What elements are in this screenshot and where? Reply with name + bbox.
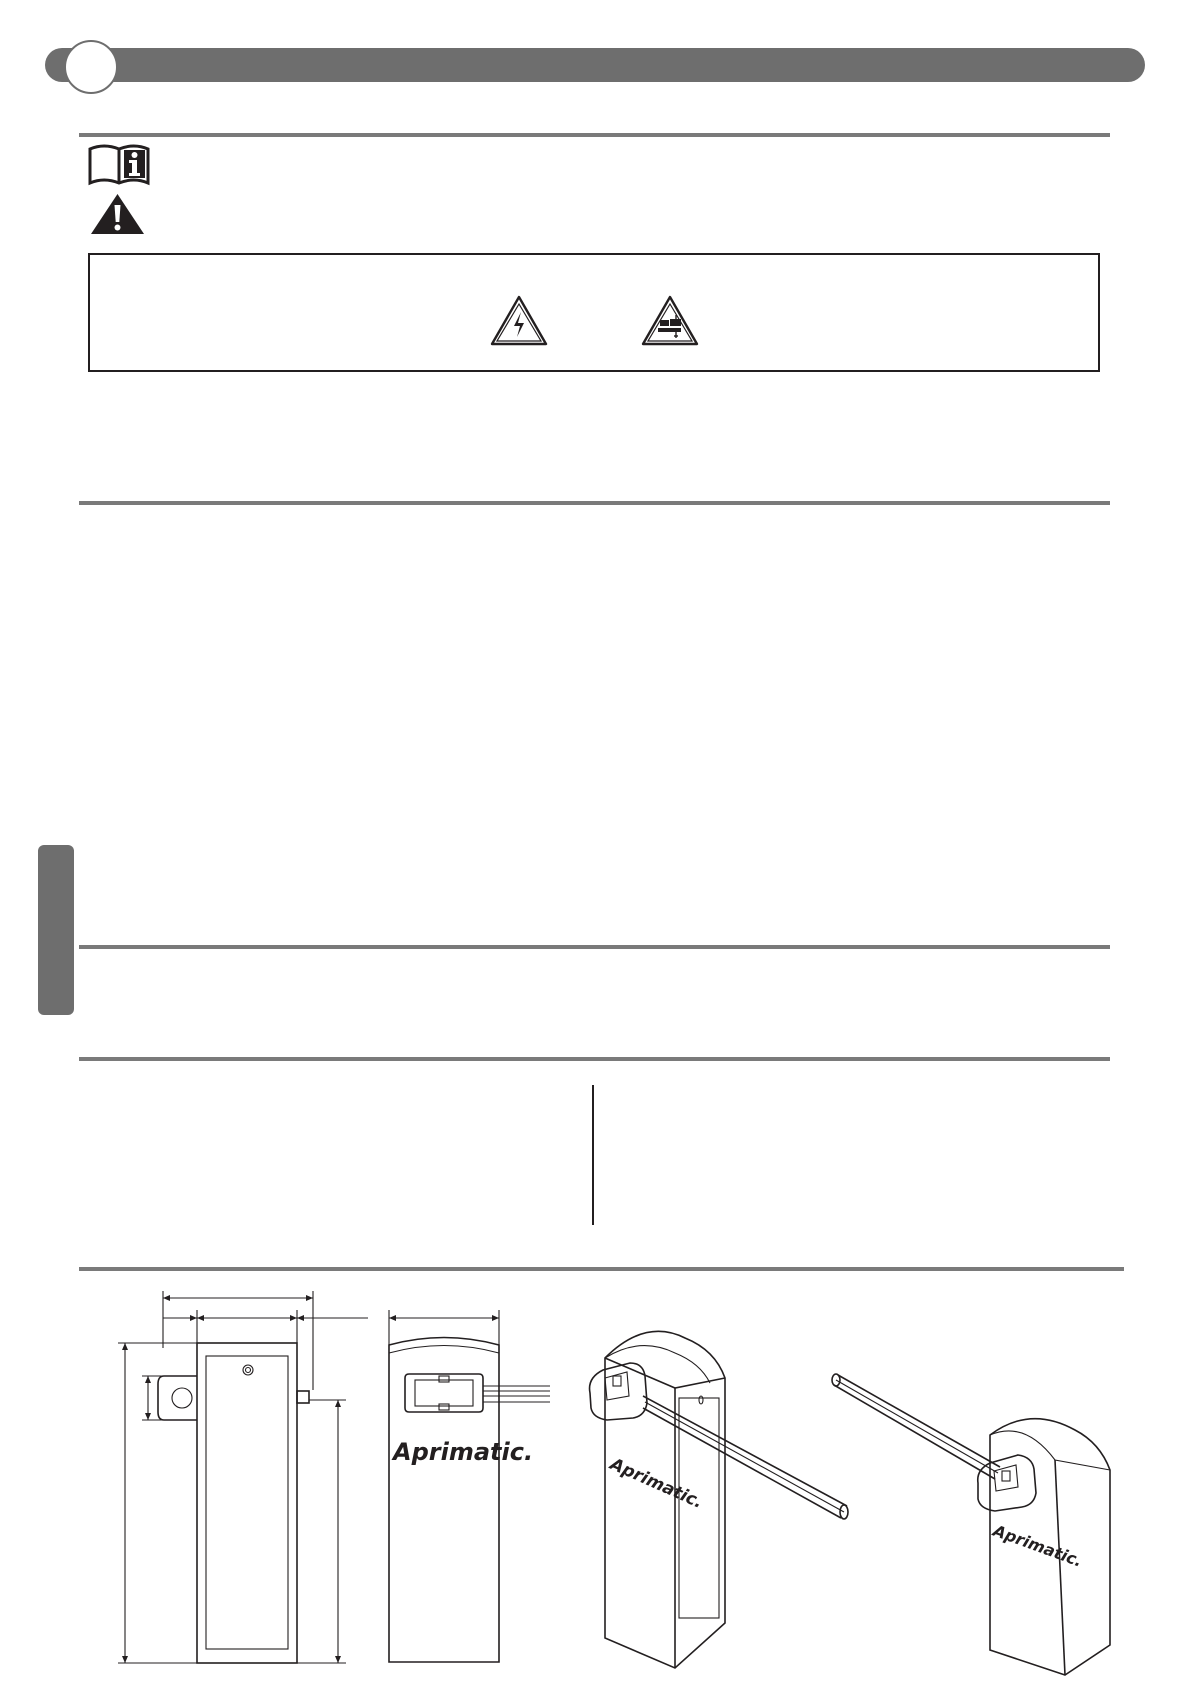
section-rule-5 [79,1267,1124,1271]
perspective-right-drawing [830,1375,1120,1680]
safety-warning-box [88,253,1100,372]
perspective-right-logo: Aprimatic. [990,1520,1085,1571]
side-view-dimension-drawing [118,1288,373,1668]
perspective-left-drawing [585,1308,855,1678]
crush-hazard-icon [641,295,699,346]
column-divider [592,1085,594,1225]
perspective-left-logo: Aprimatic. [606,1454,706,1513]
section-rule-4 [79,1057,1110,1061]
front-view-logo: Aprimatic. [393,1438,534,1466]
front-view-drawing [385,1300,555,1670]
section-rule-2 [79,501,1110,505]
section-rule-3 [79,945,1110,949]
warning-triangle-icon [90,193,145,235]
section-header-bar [45,48,1145,82]
manual-info-icon [88,143,150,185]
section-number-badge [64,40,118,94]
electric-hazard-icon [490,295,548,346]
section-rule-1 [79,133,1110,137]
language-side-tab [38,845,74,1015]
